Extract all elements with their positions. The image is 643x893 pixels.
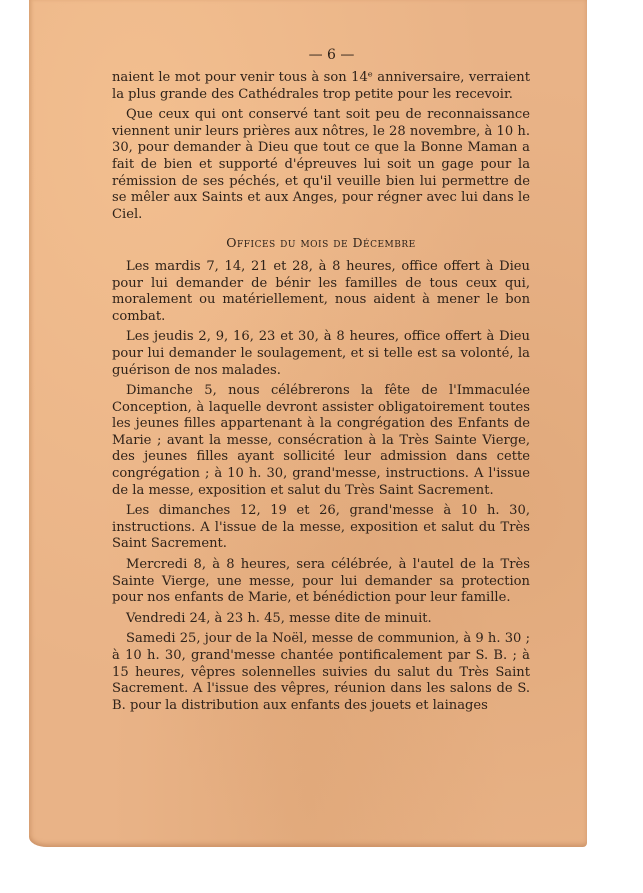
page-number: — 6 — [308,47,355,63]
document-body [112,70,530,718]
section-heading: Offices du mois de Décembre [226,235,416,251]
paragraph-sunday-5: Dimanche 5, nous célébrerons la fête de l'Immaculée Conception, à laquelle devront assister obligatoirement toutes les jeunes filles appartenant à la congrégation des Enfants de Marie ; avant la messe, consécration à la Très Sainte Vierge, des jeunes filles ayant sollicité leur admission dans cette congrégation ; à 10 h. 30, grand'messe, instructions. A l'issue de la messe, exposition et salut du Très Saint Sacrement. [112,383,530,498]
paragraph-saturday-25: Samedi 25, jour de la Noël, messe de communion, à 9 h. 30 ; à 10 h. 30, grand'messe chantée pontificalement par S. B. ; à 15 heures, vêpres solennelles suivies du salut du Très Saint Sacrement. A l'issue des vêpres, réunion dans les salons de S. B. pour la distribution aux enfants des jouets et lainages [112,631,530,713]
paragraph-wednesday-8: Mercredi 8, à 8 heures, sera célébrée, à l'autel de la Très Sainte Vierge, une messe, pour lui demander sa protection pour nos enfants de Marie, et bénédiction pour leur famille. [112,557,530,606]
paragraph-friday-24: Vendredi 24, à 23 h. 45, messe dite de minuit. [126,610,432,626]
paragraph-tuesdays: Les mardis 7, 14, 21 et 28, à 8 heures, office offert à Dieu pour lui demander de bénir les familles de tous ceux qui, moralement ou matériellement, nous aident à mener le bon combat. [112,258,530,324]
paragraph-thursdays: Les jeudis 2, 9, 16, 23 et 30, à 8 heures, office offert à Dieu pour lui demander le soulagement, et si telle est sa volonté, la guérison de nos malades. [112,329,530,378]
paragraph-sundays: Les dimanches 12, 19 et 26, grand'messe à 10 h. 30, instructions. A l'issue de la messe, exposition et salut du Très Saint Sacrement. [112,503,530,552]
paragraph-memorial: Que ceux qui ont conservé tant soit peu de reconnaissance viennent unir leurs prières aux nôtres, le 28 novembre, à 10 h. 30, pour demander à Dieu que tout ce que la Bonne Maman a fait de bien et supporté d'épreuves lui soit un gage pour la rémission de ses péchés, et qu'il veuille bien lui permettre de se mêler aux Saints et aux Anges, pour régner avec lui dans le Ciel. [112,107,530,222]
paragraph-continuation: naient le mot pour venir tous à son 14ᵉ anniversaire, verraient la plus grande des Cathédrales trop petite pour les recevoir. [112,70,530,102]
